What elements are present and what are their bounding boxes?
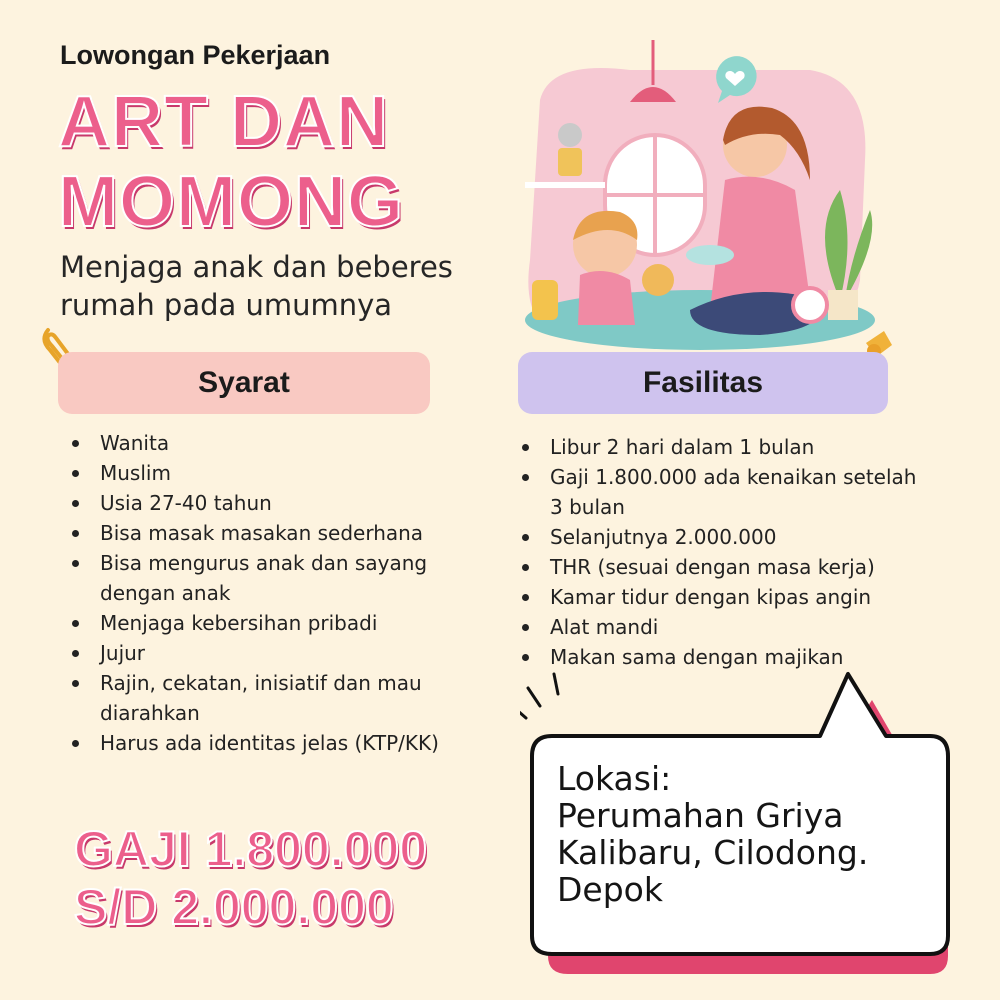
mother-body	[710, 177, 810, 310]
list-item: Muslim	[62, 458, 462, 488]
list-item: Alat mandi	[512, 612, 932, 642]
location-line-3: Kalibaru, Cilodong.	[557, 833, 869, 872]
list-item: Makan sama dengan majikan	[512, 642, 932, 672]
child-body	[578, 271, 635, 325]
plant-pot	[828, 290, 858, 320]
subtitle	[60, 248, 500, 324]
list-item: Usia 27-40 tahun	[62, 488, 462, 518]
list-item: Menjaga kebersihan pribadi	[62, 608, 462, 638]
list-item: Libur 2 hari dalam 1 bulan	[512, 432, 932, 462]
ball	[793, 288, 827, 322]
list-item: Selanjutnya 2.000.000	[512, 522, 932, 552]
list-item: Wanita	[62, 428, 462, 458]
eyebrow-title: Lowongan Pekerjaan	[60, 40, 331, 70]
subtitle-line-2: rumah pada umumnya	[60, 288, 393, 322]
location-line-2: Perumahan Griya	[557, 796, 844, 835]
location-text	[557, 760, 927, 908]
facilities-heading: Fasilitas	[518, 352, 888, 414]
list-item: Bisa masak masakan sederhana	[62, 518, 462, 548]
shelf	[525, 182, 605, 188]
list-item: Harus ada identitas jelas (KTP/KK)	[62, 728, 462, 758]
teddy-bear	[642, 264, 674, 296]
list-item: Gaji 1.800.000 ada kenaikan setelah 3 bulan	[512, 462, 932, 522]
facilities-list	[512, 432, 932, 672]
salary-line-2: S/D 2.000.000	[74, 879, 394, 935]
stacking-toy	[532, 280, 558, 320]
bowl	[686, 245, 734, 265]
requirements-list	[62, 428, 462, 758]
salary-headline	[74, 820, 427, 936]
location-line-1: Lokasi:	[557, 759, 672, 798]
list-item: Jujur	[62, 638, 462, 668]
list-item: Rajin, cekatan, inisiatif dan mau diarahkan	[62, 668, 462, 728]
requirements-heading: Syarat	[58, 352, 430, 414]
page-title	[58, 82, 404, 242]
location-line-4: Depok	[557, 870, 663, 909]
salary-line-1: GAJI 1.800.000	[74, 821, 428, 877]
subtitle-line-1: Menjaga anak dan beberes	[60, 250, 453, 284]
title-line-1: ART DAN	[58, 82, 389, 162]
list-item: Kamar tidur dengan kipas angin	[512, 582, 932, 612]
list-item: THR (sesuai dengan masa kerja)	[512, 552, 932, 582]
title-line-2: MOMONG	[58, 162, 404, 242]
list-item: Bisa mengurus anak dan sayang dengan anak	[62, 548, 462, 608]
mother-feeding-child-illustration	[510, 40, 890, 350]
robot-toy	[558, 123, 582, 147]
